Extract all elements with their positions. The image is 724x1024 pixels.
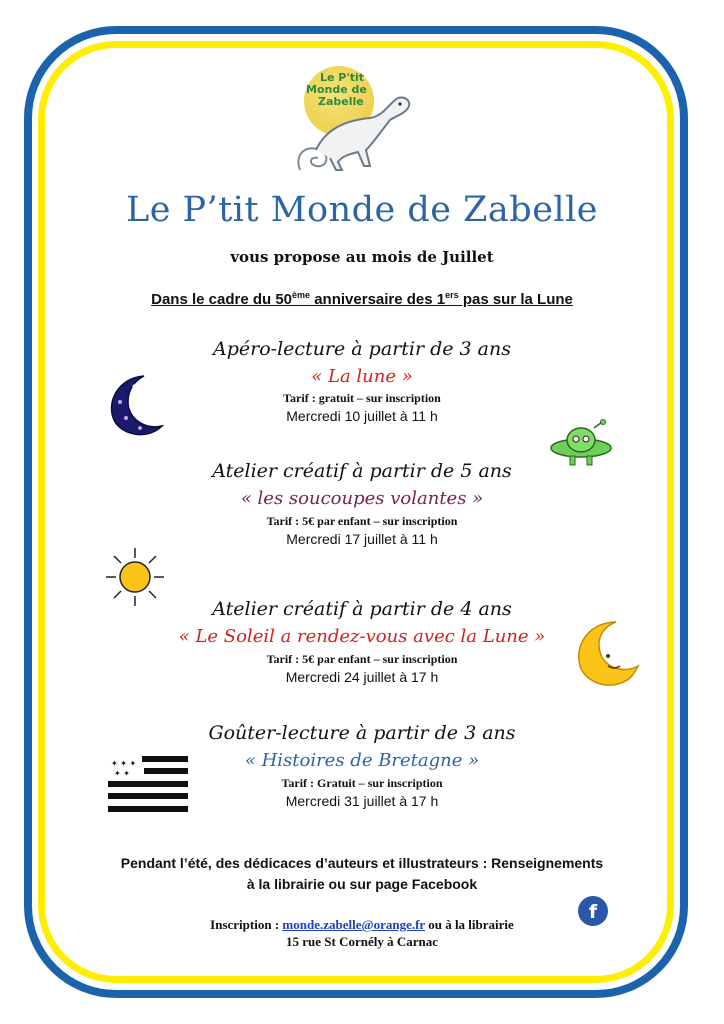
event-2-title: Atelier créatif à partir de 5 ans xyxy=(212,460,512,482)
event-2-date: Mercredi 17 juillet à 11 h xyxy=(286,531,438,547)
moon-face-icon xyxy=(572,618,640,690)
event-4-title: Goûter-lecture à partir de 3 ans xyxy=(208,722,516,744)
event-3-title: Atelier créatif à partir de 4 ans xyxy=(212,598,512,620)
email-link[interactable]: monde.zabelle@orange.fr xyxy=(282,917,425,932)
logo-line-2: Monde de xyxy=(306,83,367,96)
inner-border xyxy=(38,41,674,983)
flying-saucer-icon xyxy=(548,418,614,472)
event-1-tarif: Tarif : gratuit – sur inscription xyxy=(283,391,441,405)
footer-note xyxy=(60,853,664,895)
event-4-date: Mercredi 31 juillet à 17 h xyxy=(285,793,439,809)
event-1-title: Apéro-lecture à partir de 3 ans xyxy=(213,338,511,360)
context-sup-2: ers xyxy=(445,290,459,300)
context-mid: anniversaire des 1 xyxy=(310,291,446,308)
logo-line-3: Zabelle xyxy=(318,95,364,108)
context-line xyxy=(60,290,664,308)
context-post: pas sur la Lune xyxy=(458,291,573,308)
event-4-name: « Histoires de Bretagne » xyxy=(244,750,480,771)
event-4-tarif: Tarif : Gratuit – sur inscription xyxy=(281,776,443,790)
event-1-name: « La lune » xyxy=(311,366,413,387)
breton-flag-icon xyxy=(108,756,188,812)
inscription-line xyxy=(60,916,664,933)
event-2-tarif: Tarif : 5€ par enfant – sur inscription xyxy=(266,514,458,528)
context-pre: Dans le cadre du 50 xyxy=(151,291,293,308)
event-1-date: Mercredi 10 juillet à 11 h xyxy=(286,408,438,424)
event-3-tarif: Tarif : 5€ par enfant – sur inscription xyxy=(266,652,458,666)
footer-line-1: Pendant l’été, des dédicaces d’auteurs et illustrateurs : Renseignements xyxy=(120,855,604,871)
page-subtitle: vous propose au mois de Juillet xyxy=(230,248,494,266)
event-2-name: « les soucoupes volantes » xyxy=(240,488,484,509)
ferret-icon xyxy=(286,58,416,182)
facebook-icon[interactable]: f xyxy=(578,896,608,926)
event-3-name: « Le Soleil a rendez-vous avec la Lune » xyxy=(178,626,546,647)
event-3-date: Mercredi 24 juillet à 17 h xyxy=(285,669,439,685)
context-sup-1: ème xyxy=(292,290,311,300)
logo xyxy=(286,58,416,182)
svg-text:✦ ✦: ✦ ✦ xyxy=(114,769,130,778)
inscription-suffix: ou à la librairie xyxy=(424,917,514,932)
page-title: Le P’tit Monde de Zabelle xyxy=(125,190,599,230)
inscription-block xyxy=(60,916,664,950)
footer-line-2: à la librairie ou sur page Facebook xyxy=(246,876,478,892)
inscription-label: Inscription : xyxy=(210,917,283,932)
crescent-moon-icon xyxy=(104,372,168,438)
logo-line-1: Le P'tit xyxy=(320,71,365,84)
sun-icon xyxy=(104,546,166,608)
address: 15 rue St Cornély à Carnac xyxy=(285,934,438,949)
svg-text:✦ ✦ ✦: ✦ ✦ ✦ xyxy=(111,759,137,768)
